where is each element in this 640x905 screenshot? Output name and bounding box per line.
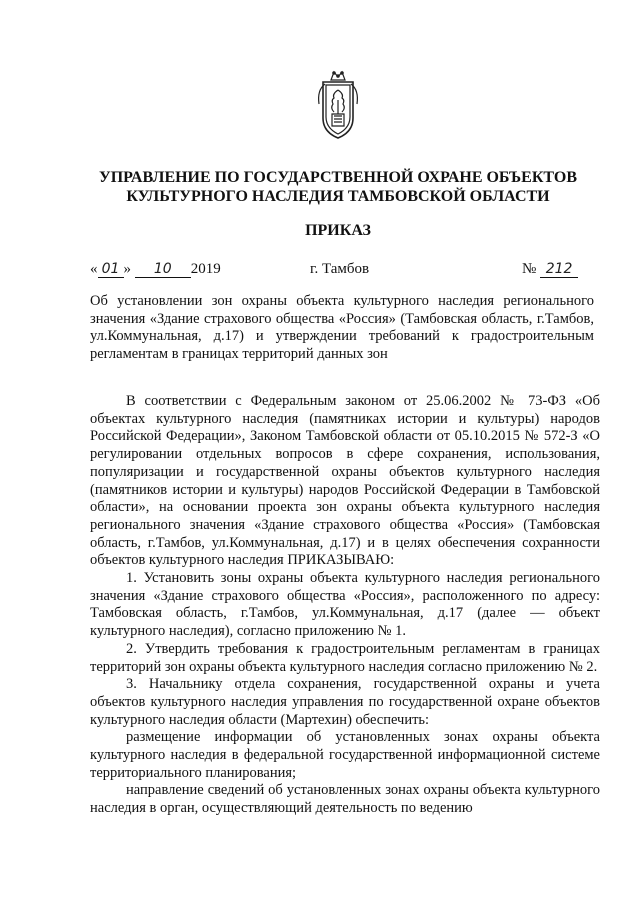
organization-name [86, 168, 590, 206]
number-prefix: № [522, 261, 537, 277]
coat-of-arms-icon [313, 70, 363, 140]
handwritten-day: 01 [98, 262, 124, 278]
clause-3-item-1: размещение информации об установленных зонах охраны объекта культурного наследия в федеральной государственной информационной системе территориального планирования; [90, 729, 600, 781]
order-year: 2019 [190, 261, 221, 277]
order-city: г. Тамбов [310, 261, 370, 277]
org-line-2: КУЛЬТУРНОГО НАСЛЕДИЯ ТАМБОВСКОЙ ОБЛАСТИ [126, 188, 550, 205]
org-line-1: УПРАВЛЕНИЕ ПО ГОСУДАРСТВЕННОЙ ОХРАНЕ ОБЪЕКТОВ [98, 169, 577, 186]
order-number [522, 260, 578, 278]
date-close-quote: » [123, 261, 131, 277]
handwritten-number: 212 [540, 262, 578, 278]
clause-2: 2. Утвердить требования к градостроительным регламентам в границах территорий зон охраны объекта культурного наследия согласно приложению № 2. [90, 640, 600, 675]
order-subject: Об установлении зон охраны объекта культурного наследия регионального значения «Здание страхового общества «Россия» (Тамбовская область, г.Тамбов, ул.Коммунальная, д.17) и утверждении требований к градостроительным регламентам в границах территорий данных зон [90, 293, 594, 362]
clause-3: 3. Начальнику отдела сохранения, государственной охраны и учета объектов культурного наследия управления по государственной охране объектов культурного наследия области (Мартехин) обеспечить: [90, 676, 600, 728]
order-body [90, 393, 600, 818]
clause-1: 1. Установить зоны охраны объекта культурного наследия регионального значения «Здание страхового общества «Россия», расположенного по адресу: Тамбовская область, г.Тамбов, ул.Коммунальная, д.17 (далее — объект культурного наследия), согласно приложению № 1. [90, 570, 600, 640]
preamble-paragraph: В соответствии с Федеральным законом от 25.06.2002 № 73-ФЗ «Об объектах культурного наследия (памятниках истории и культуры) народов Российской Федерации», Законом Тамбовской области от 05.10.2015 № 572-З «О регулировании отдельных вопросов в сфере сохранения, использования, популяризации и государственной охраны объектов культурного наследия (памятников истории и культуры) народов Российской Федерации в Тамбовской области», на основании проекта зон охраны объекта культурного наследия регионального значения «Здание страхового общества «Россия» (Тамбовская область, г.Тамбов, ул.Коммунальная, д.17) и в целях обеспечения сохранности объектов культурного наследия ПРИКАЗЫВАЮ: [90, 393, 600, 569]
order-date [90, 260, 221, 278]
date-open-quote: « [90, 261, 98, 277]
document-type: ПРИКАЗ [305, 222, 371, 239]
clause-3-item-2: направление сведений об установленных зонах охраны объекта культурного наследия в орган, осуществляющий деятельность по ведению [90, 782, 600, 817]
handwritten-month: 10 [135, 262, 191, 278]
